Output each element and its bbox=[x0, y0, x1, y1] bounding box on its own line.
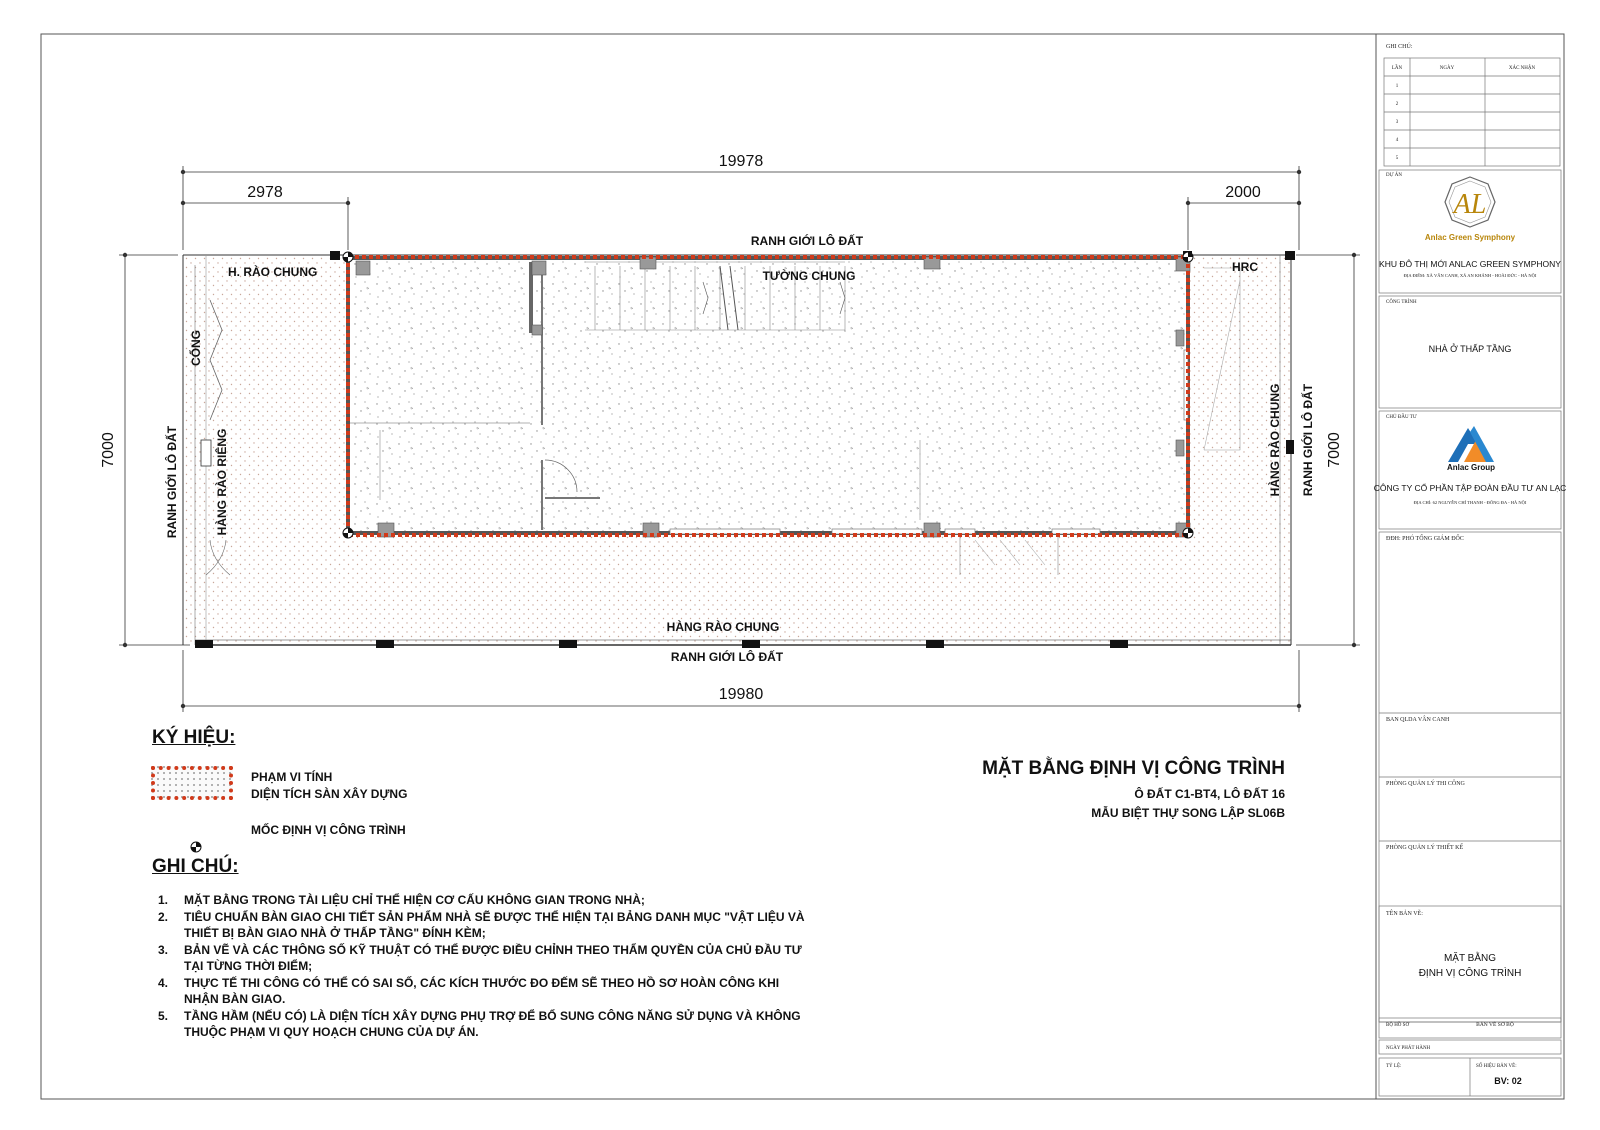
tb-bo-ho-so-value: BẢN VẼ SƠ BỘ bbox=[1476, 1022, 1514, 1028]
label-ranh-gioi-left: RANH GIỚI LÔ ĐẤT bbox=[165, 425, 179, 539]
dim-top-left: 2978 bbox=[247, 184, 283, 201]
tb-rev-row: 5 bbox=[1395, 156, 1399, 161]
label-ranh-gioi-top: RANH GIỚI LÔ ĐẤT bbox=[750, 234, 864, 248]
label-ranh-gioi-bottom: RANH GIỚI LÔ ĐẤT bbox=[670, 650, 784, 664]
tb-chu-dau-tu-label: CHỦ ĐẦU TƯ bbox=[1386, 415, 1417, 420]
tb-ngay-phat-hanh: NGÀY PHÁT HÀNH bbox=[1386, 1046, 1431, 1051]
anlac-group-logo bbox=[1448, 426, 1494, 462]
note-text: TẦNG HẦM (NẾU CÓ) LÀ DIỆN TÍCH XÂY DỰNG PHỤ TRỢ ĐỂ BỔ SUNG CÔNG NĂNG SỬ DỤNG VÀ KHÔNG THUỘC PHẠM VI QUY HOẠCH CHUNG CỦA DỰ ÁN. bbox=[184, 1008, 801, 1039]
tb-phong-thi-cong: PHÒNG QUẢN LÝ THI CÔNG bbox=[1386, 781, 1465, 787]
label-hang-rao-chung-right: HÀNG RÀO CHUNG bbox=[1268, 383, 1282, 497]
tb-rev-row: 1 bbox=[1395, 84, 1399, 89]
dim-top-right: 2000 bbox=[1225, 184, 1261, 201]
dim-top-total: 19978 bbox=[718, 153, 764, 170]
note-item: 1. MẶT BẰNG TRONG TÀI LIỆU CHỈ THỂ HIỆN CƠ CẤU KHÔNG GIAN TRONG NHÀ; bbox=[158, 893, 645, 907]
title-block bbox=[1374, 42, 1567, 1096]
tb-rev-header-xac-nhan: XÁC NHẬN bbox=[1508, 66, 1536, 71]
label-hrc: HRC bbox=[1232, 260, 1258, 274]
tb-ten-ban-ve-label: TÊN BẢN VẼ: bbox=[1386, 911, 1423, 917]
tb-company-name: CÔNG TY CỔ PHẦN TẬP ĐOÀN ĐẦU TƯ AN LẠC bbox=[1373, 483, 1567, 493]
tb-bo-ho-so-label: BỘ HỒ SƠ bbox=[1386, 1023, 1410, 1028]
note-item: 3. BẢN VẼ VÀ CÁC THÔNG SỐ KỸ THUẬT CÓ THỂ ĐƯỢC ĐIỀU CHỈNH THEO THẨM QUYỀN CỦA CHỦ ĐẦU TƯ TẠI TỪNG THỜI ĐIỂM; bbox=[158, 942, 808, 975]
label-tuong-chung: TƯỜNG CHUNG bbox=[762, 269, 856, 283]
tb-project-name: KHU ĐÔ THỊ MỚI ANLAC GREEN SYMPHONY bbox=[1379, 259, 1561, 269]
note-text: TIÊU CHUẨN BÀN GIAO CHI TIẾT SẢN PHẨM NHÀ SẼ ĐƯỢC THỂ HIỆN TẠI BẢNG DANH MỤC "VẬT LIỆU VÀ THIẾT BỊ BÀN GIAO NHÀ Ở THẤP TẦNG" ĐÍNH KÈM; bbox=[184, 909, 805, 940]
legend-area-line1: PHẠM VI TÍNH bbox=[251, 770, 333, 784]
tb-rev-row: 2 bbox=[1395, 102, 1399, 107]
tb-ten-ban-ve-2: ĐỊNH VỊ CÔNG TRÌNH bbox=[1418, 968, 1522, 979]
legend-area-line2: DIỆN TÍCH SÀN XÂY DỰNG bbox=[251, 787, 408, 801]
label-ranh-gioi-right: RANH GIỚI LÔ ĐẤT bbox=[1301, 383, 1315, 497]
building-floor-texture bbox=[348, 258, 1188, 533]
drawing-title: MẶT BẰNG ĐỊNH VỊ CÔNG TRÌNH bbox=[982, 758, 1285, 779]
tb-logo-brand: Anlac Green Symphony bbox=[1424, 233, 1516, 242]
drawing-subtitle-model: MẪU BIỆT THỰ SONG LẬP SL06B bbox=[1091, 806, 1285, 820]
tb-ban-qlda: BAN QLDA VÂN CANH bbox=[1386, 717, 1450, 723]
tb-cong-trinh-value: NHÀ Ở THẤP TẦNG bbox=[1428, 344, 1512, 354]
tb-rev-header-lan: LẦN bbox=[1391, 66, 1403, 71]
survey-marker bbox=[1183, 252, 1193, 262]
note-item: 5. TẦNG HẦM (NẾU CÓ) LÀ DIỆN TÍCH XÂY DỰNG PHỤ TRỢ ĐỂ BỔ SUNG CÔNG NĂNG SỬ DỤNG VÀ KHÔNG THUỘC PHẠM VI QUY HOẠCH CHUNG CỦA DỰ ÁN. bbox=[158, 1008, 808, 1041]
note-text: BẢN VẼ VÀ CÁC THÔNG SỐ KỸ THUẬT CÓ THỂ ĐƯỢC ĐIỀU CHỈNH THEO THẨM QUYỀN CỦA CHỦ ĐẦU TƯ TẠI TỪNG THỜI ĐIỂM; bbox=[184, 942, 802, 973]
label-hang-rao-rieng: HÀNG RÀO RIÊNG bbox=[215, 428, 229, 536]
tb-so-hieu-label: SỐ HIỆU BẢN VẼ: bbox=[1476, 1064, 1517, 1069]
label-cong: CỔNG bbox=[189, 330, 203, 366]
tb-cong-trinh-label: CÔNG TRÌNH bbox=[1386, 300, 1417, 305]
label-hang-rao-chung-bottom: HÀNG RÀO CHUNG bbox=[666, 620, 780, 634]
tb-rev-row: 3 bbox=[1395, 120, 1399, 125]
note-text: MẶT BẰNG TRONG TÀI LIỆU CHỈ THỂ HIỆN CƠ CẤU KHÔNG GIAN TRONG NHÀ; bbox=[184, 893, 645, 907]
dim-left-height: 7000 bbox=[100, 432, 117, 468]
survey-marker bbox=[343, 252, 353, 262]
tb-ghi-chu: GHI CHÚ: bbox=[1386, 44, 1413, 50]
note-text: THỰC TẾ THI CÔNG CÓ THỂ CÓ SAI SỐ, CÁC KÍCH THƯỚC ĐO ĐẾM SẼ THEO HỒ SƠ HOÀN CÔNG KHI NHẬN BÀN GIAO. bbox=[184, 975, 780, 1006]
tb-group-brand: Anlac Group bbox=[1446, 463, 1496, 472]
tb-du-an-label: DỰ ÁN bbox=[1386, 173, 1402, 178]
tb-rev-header-ngay: NGÀY bbox=[1439, 66, 1455, 71]
tb-phong-thiet-ke: PHÒNG QUẢN LÝ THIẾT KẾ bbox=[1386, 845, 1464, 851]
survey-marker bbox=[343, 528, 353, 538]
site-plan bbox=[100, 153, 1360, 712]
tb-ty-le: TỶ LỆ: bbox=[1386, 1064, 1402, 1069]
anlac-green-symphony-logo bbox=[1445, 177, 1495, 227]
note-item: 4. THỰC TẾ THI CÔNG CÓ THỂ CÓ SAI SỐ, CÁC KÍCH THƯỚC ĐO ĐẾM SẼ THEO HỒ SƠ HOÀN CÔNG KHI NHẬN BÀN GIAO. bbox=[158, 975, 808, 1008]
tb-ten-ban-ve-1: MẶT BẰNG bbox=[1443, 953, 1497, 964]
drawing-subtitle-lot: Ô ĐẤT C1-BT4, LÔ ĐẤT 16 bbox=[1134, 787, 1285, 801]
tb-project-address: ĐỊA ĐIỂM: XÃ VÂN CANH, XÃ AN KHÁNH - HOÀI ĐỨC - HÀ NỘI bbox=[1403, 273, 1537, 278]
svg-text:AL: AL bbox=[1453, 189, 1487, 220]
legend-marker-icon bbox=[191, 842, 201, 852]
dim-bottom-total: 19980 bbox=[718, 686, 764, 703]
notes-list bbox=[158, 892, 808, 1041]
legend-title: KÝ HIỆU: bbox=[152, 727, 236, 748]
survey-marker bbox=[1183, 528, 1193, 538]
note-item: 2. TIÊU CHUẨN BÀN GIAO CHI TIẾT SẢN PHẨM NHÀ SẼ ĐƯỢC THỂ HIỆN TẠI BẢNG DANH MỤC "VẬT LIỆU VÀ THIẾT BỊ BÀN GIAO NHÀ Ở THẤP TẦNG" ĐÍNH KÈM; bbox=[158, 909, 808, 942]
legend-marker-label: MỐC ĐỊNH VỊ CÔNG TRÌNH bbox=[251, 823, 406, 837]
tb-so-hieu-value: BV: 02 bbox=[1494, 1076, 1522, 1086]
notes-title: GHI CHÚ: bbox=[152, 856, 239, 877]
legend-area-swatch bbox=[151, 766, 233, 800]
label-h-rao-chung: H. RÀO CHUNG bbox=[228, 265, 318, 279]
gate-post bbox=[201, 440, 211, 466]
tb-company-address: ĐỊA CHỈ: 62 NGUYỄN CHÍ THANH - ĐỐNG ĐA - HÀ NỘI bbox=[1413, 500, 1527, 505]
dim-right-height: 7000 bbox=[1326, 432, 1343, 468]
tb-rev-row: 4 bbox=[1395, 138, 1399, 143]
tb-dbh: ĐĐH: PHÓ TỔNG GIÁM ĐỐC bbox=[1386, 536, 1464, 542]
